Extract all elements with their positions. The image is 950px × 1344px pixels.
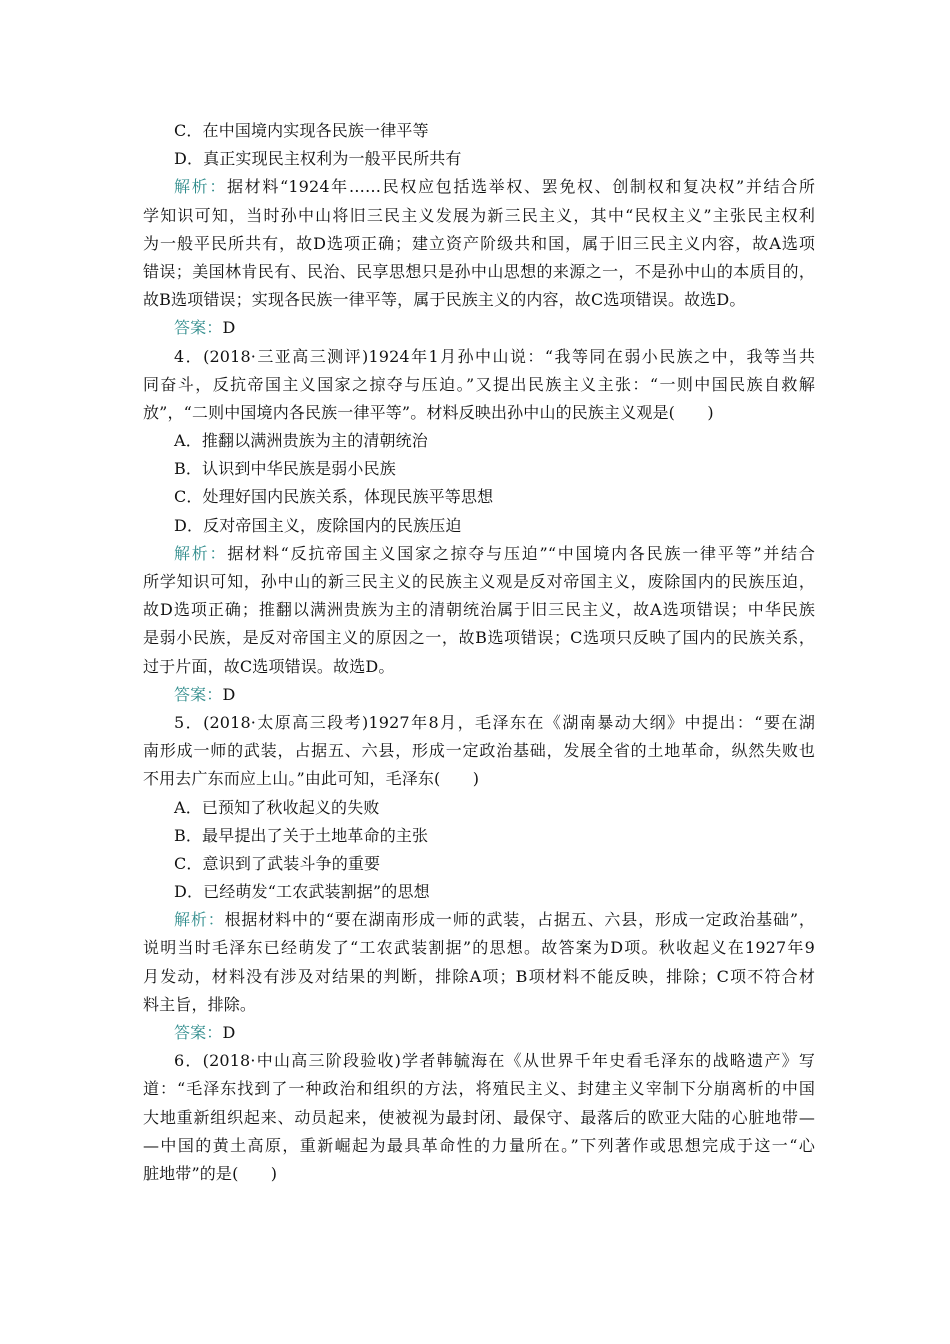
q4-stem-line-1: 4．(2018·三亚高三测评)1924年1月孙中山说：“我等同在弱小民族之中，我等当共	[174, 346, 815, 366]
answer-label: 答案：	[174, 684, 223, 704]
q3-answer	[143, 314, 815, 342]
q6-stem-line-4: —中国的黄土高原，重新崛起为最具革命性的力量所在。”下列著作或思想完成于这一“心	[143, 1135, 815, 1155]
q6-stem-line-3: 大地重新组织起来、动员起来，使被视为最封闭、最保守、最落后的欧亚大陆的心脏地带—	[143, 1107, 815, 1127]
q4-option-b: B．认识到中华民族是弱小民族	[174, 459, 396, 479]
q6-stem-line-1: 6．(2018·中山高三阶段验收)学者韩毓海在《从世界千年史看毛泽东的战略遗产》写	[174, 1051, 815, 1071]
analysis-label: 解析：	[174, 910, 225, 930]
q5-option-a: A．已预知了秋收起义的失败	[174, 797, 380, 817]
q4-analysis-line-1	[143, 540, 815, 568]
q3-option-d: D．真正实现民主权利为一般平民所共有	[174, 149, 462, 169]
q3-option-c: C．在中国境内实现各民族一律平等	[174, 121, 429, 140]
q6-stem-line-5: 脏地带”的是( )	[143, 1163, 278, 1183]
analysis-text: 据材料“反抗帝国主义国家之掠夺与压迫”“中国境内各民族一律平等”并结合	[227, 543, 815, 563]
q4-stem-line-2: 同奋斗，反抗帝国主义国家之掠夺与压迫。”又提出民族主义主张：“一则中国民族自救解	[143, 374, 815, 394]
q5-stem-line-2: 南形成一师的武装，占据五、六县，形成一定政治基础，发展全省的土地革命，纵然失败也	[143, 741, 815, 761]
q4-analysis-line-2: 所学知识可知，孙中山的新三民主义的民族主义观是反对帝国主义，废除国内的民族压迫，	[143, 572, 815, 591]
q3-analysis-line-3: 为一般平民所共有，故D选项正确；建立资产阶级共和国，属于旧三民主义内容，故A选项	[143, 233, 815, 253]
analysis-text: 据材料“1924年……民权应包括选举权、罢免权、创制权和复决权”并结合所	[227, 177, 815, 197]
q3-analysis-line-4: 错误；美国林肯民有、民治、民享思想只是孙中山思想的来源之一，不是孙中山的本质目的，	[143, 261, 815, 281]
q4-option-a: A．推翻以满洲贵族为主的清朝统治	[174, 431, 428, 451]
q5-option-b: B．最早提出了关于土地革命的主张	[174, 825, 429, 845]
q4-option-c: C．处理好国内民族关系，体现民族平等思想	[174, 487, 494, 507]
answer-value: D	[222, 684, 236, 704]
q4-analysis-line-4: 是弱小民族，是反对帝国主义的原因之一，故B选项错误；C选项只反映了国内的民族关系，	[143, 628, 815, 648]
q4-option-d: D．反对帝国主义，废除国内的民族压迫	[174, 515, 462, 535]
q4-analysis-line-3: 故D选项正确；推翻以满洲贵族为主的清朝统治属于旧三民主义，故A选项错误；中华民族	[143, 600, 815, 620]
answer-label: 答案：	[174, 1023, 223, 1042]
q4-analysis-line-5: 过于片面，故C选项错误。故选D。	[143, 656, 395, 676]
analysis-label: 解析：	[174, 177, 228, 197]
q4-stem-line-3: 放”，“二则中国境内各民族一律平等”。材料反映出孙中山的民族主义观是( )	[143, 402, 714, 422]
q5-stem-line-1: 5．(2018·太原高三段考)1927年8月，毛泽东在《湖南暴动大纲》中提出：“要在湖	[174, 712, 815, 732]
q5-analysis-line-2: 说明当时毛泽东已经萌发了“工农武装割据”的思想。故答案为D项。秋收起义在1927年9	[143, 938, 815, 958]
answer-label: 答案：	[174, 318, 223, 338]
q3-analysis-line-2: 学知识可知，当时孙中山将旧三民主义发展为新三民主义，其中“民权主义”主张民主权利	[143, 205, 815, 225]
q5-analysis-line-1	[143, 906, 815, 934]
analysis-label: 解析：	[174, 543, 228, 563]
q5-option-d: D．已经萌发“工农武装割据”的思想	[174, 882, 430, 902]
q3-analysis-line-5: 故B选项错误；实现各民族一律平等，属于民族主义的内容，故C选项错误。故选D。	[143, 290, 746, 310]
q4-answer	[143, 681, 815, 709]
q5-analysis-line-3: 月发动，材料没有涉及对结果的判断，排除A项；B项材料不能反映，排除；C项不符合材	[143, 966, 815, 986]
q5-option-c: C．意识到了武装斗争的重要	[174, 853, 381, 873]
q5-answer	[143, 1019, 815, 1047]
document-page	[143, 117, 815, 1188]
q6-stem-line-2: 道：“毛泽东找到了一种政治和组织的方法，将殖民主义、封建主义宰制下分崩离析的中国	[143, 1079, 815, 1099]
q3-analysis-line-1	[143, 173, 815, 201]
q5-stem-line-3: 不用去广东而应上山。”由此可知，毛泽东( )	[143, 769, 480, 789]
answer-value: D	[222, 1023, 236, 1042]
q5-analysis-line-4: 料主旨，排除。	[143, 994, 257, 1014]
answer-value: D	[222, 318, 236, 338]
analysis-text: 根据材料中的“要在湖南形成一师的武装，占据五、六县，形成一定政治基础”，	[224, 910, 815, 930]
